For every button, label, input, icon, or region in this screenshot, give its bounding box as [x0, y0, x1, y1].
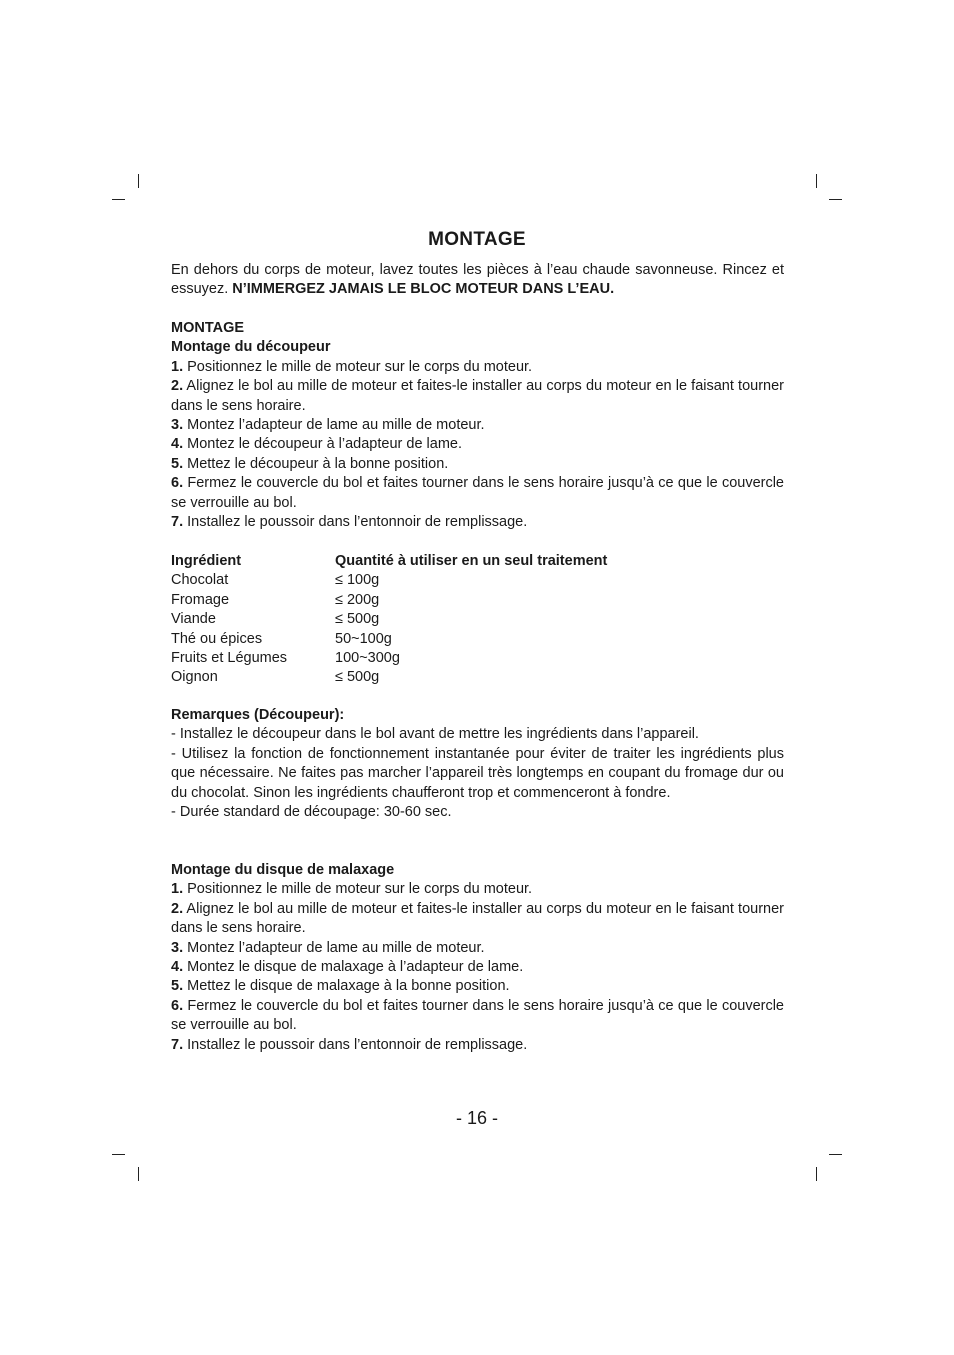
ingredient-table — [171, 552, 784, 688]
remark-item: - Utilisez la fonction de fonctionnement instantanée pour éviter de traiter les ingrédients plus que nécessaire. Ne faites pas marcher l’appareil très longtemps en coupant du fromage dur ou du chocolat. Sinon les ingrédients chaufferont trop et commenceront à fondre. — [171, 745, 784, 801]
step-item: 2. Alignez le bol au mille de moteur et faites-le installer au corps du moteur en le faisant tourner dans le sens horaire. — [171, 900, 784, 937]
step-item: 1. Positionnez le mille de moteur sur le corps du moteur. — [171, 881, 533, 898]
remarks-section — [171, 706, 784, 822]
remark-item: - Installez le découpeur dans le bol avant de mettre les ingrédients dans l’appareil. — [171, 726, 699, 743]
step-item: 7. Installez le poussoir dans l’entonnoir de remplissage. — [171, 514, 528, 531]
remarks-heading: Remarques (Découpeur): — [171, 707, 345, 723]
section-disque-malaxage — [171, 861, 784, 1055]
intro-warning: N’IMMERGEZ JAMAIS LE BLOC MOTEUR DANS L’EAU. — [232, 281, 615, 298]
page-number: - 16 - — [455, 1108, 498, 1128]
crop-mark — [138, 1167, 139, 1181]
crop-mark — [112, 1154, 125, 1155]
step-item: 2. Alignez le bol au mille de moteur et faites-le installer au corps du moteur en le faisant tourner dans le sens horaire. — [171, 378, 784, 414]
intro-paragraph — [171, 261, 784, 300]
step-item: 6. Fermez le couvercle du bol et faites tourner dans le sens horaire jusqu’à ce que le couvercle se verrouille au bol. — [171, 475, 784, 511]
table-row: Viande ≤ 500g — [171, 611, 380, 628]
crop-mark — [829, 1154, 842, 1155]
step-item: 4. Montez le disque de malaxage à l’adapteur de lame. — [171, 959, 524, 976]
step-item: 4. Montez le découpeur à l’adapteur de lame. — [171, 436, 462, 453]
crop-mark — [138, 174, 139, 188]
crop-mark — [112, 199, 125, 200]
page-title: MONTAGE — [428, 229, 526, 250]
crop-mark — [829, 199, 842, 200]
crop-mark — [816, 174, 817, 188]
step-item: 5. Mettez le disque de malaxage à la bonne position. — [171, 978, 510, 995]
section-montage-decoupeur — [171, 319, 784, 532]
section-heading: MONTAGE — [171, 320, 245, 336]
step-item: 3. Montez l’adapteur de lame au mille de moteur. — [171, 939, 485, 956]
column-header-ingredient: Ingrédient — [171, 553, 242, 569]
step-item: 7. Installez le poussoir dans l’entonnoir de remplissage. — [171, 1036, 528, 1053]
table-row: Fromage ≤ 200g — [171, 591, 380, 608]
intro-text: En dehors du corps de moteur, lavez toutes les pièces à l’eau chaude savonneuse. Rincez et essuyez. — [171, 262, 784, 298]
table-row: Chocolat ≤ 100g — [171, 572, 380, 589]
step-item: 3. Montez l’adapteur de lame au mille de moteur. — [171, 417, 485, 434]
step-item: 6. Fermez le couvercle du bol et faites tourner dans le sens horaire jusqu’à ce que le couvercle se verrouille au bol. — [171, 997, 784, 1034]
step-item: 1. Positionnez le mille de moteur sur le corps du moteur. — [171, 358, 533, 375]
table-row: Thé ou épices 50~100g — [171, 630, 392, 647]
section-subheading: Montage du disque de malaxage — [171, 862, 395, 878]
step-item: 5. Mettez le découpeur à la bonne position. — [171, 455, 449, 472]
column-header-quantity: Quantité à utiliser en un seul traitement — [335, 553, 608, 569]
crop-mark — [816, 1167, 817, 1181]
table-header — [171, 552, 784, 571]
remark-item: - Durée standard de découpage: 30-60 sec. — [171, 804, 452, 821]
table-row: Oignon ≤ 500g — [171, 669, 380, 686]
table-row: Fruits et Légumes 100~300g — [171, 650, 400, 667]
section-subheading: Montage du découpeur — [171, 339, 331, 356]
